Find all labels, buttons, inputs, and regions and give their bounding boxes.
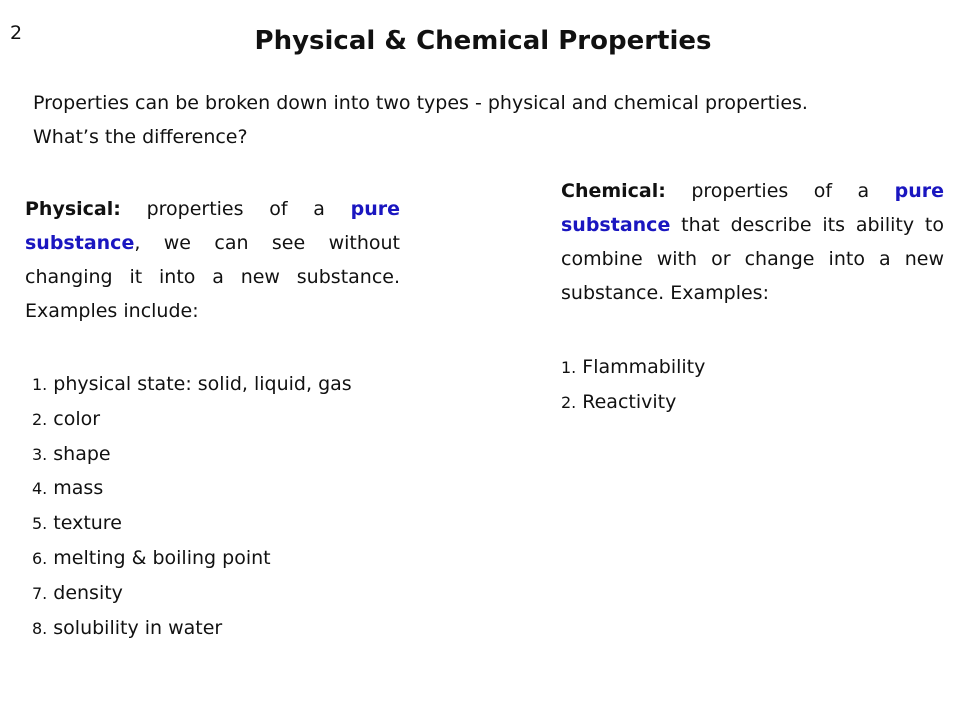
list-number: 2. <box>561 392 577 412</box>
chemical-examples-list <box>561 350 705 420</box>
list-text: melting & boiling point <box>53 546 271 569</box>
physical-term: Physical: <box>25 198 121 220</box>
list-number: 4. <box>32 479 48 499</box>
list-text: mass <box>53 477 104 500</box>
list-item <box>32 471 352 506</box>
list-text: color <box>53 407 101 430</box>
physical-text-before: properties of a <box>120 198 351 220</box>
physical-pure-substance: pure substance <box>25 198 400 254</box>
slide-number: 2 <box>10 22 23 44</box>
list-number: 7. <box>32 583 48 603</box>
list-text: density <box>53 581 123 604</box>
list-number: 5. <box>32 514 48 534</box>
list-item <box>561 385 705 420</box>
physical-text-after: , we can see without changing it into a new substance. Examples include: <box>25 232 400 322</box>
chemical-pure-substance: pure substance <box>561 180 944 236</box>
list-text: Reactivity <box>582 390 677 413</box>
chemical-term: Chemical: <box>561 180 666 202</box>
list-item <box>32 367 352 402</box>
list-item <box>561 350 705 385</box>
list-text: texture <box>53 512 122 535</box>
list-text: physical state: solid, liquid, gas <box>53 373 352 395</box>
list-number: 3. <box>32 444 48 464</box>
intro-line: Properties can be broken down into two types - physical and chemical properties. <box>33 92 808 114</box>
list-text: shape <box>53 442 111 465</box>
list-number: 8. <box>32 618 48 638</box>
list-item <box>32 611 352 646</box>
chemical-text-after: that describe its ability to combine with or change into a new substance. Examples: <box>561 214 944 304</box>
list-number: 1. <box>32 375 48 394</box>
intro-question: What’s the difference? <box>33 126 248 148</box>
physical-examples-list <box>32 367 352 645</box>
list-text: Flammability <box>582 356 706 378</box>
list-item <box>32 437 352 472</box>
list-number: 1. <box>561 358 577 377</box>
list-number: 2. <box>32 409 48 429</box>
chemical-text-before: properties of a <box>665 180 895 202</box>
list-item <box>32 402 352 437</box>
page-title: Physical & Chemical Properties <box>254 26 712 56</box>
list-item <box>32 576 352 611</box>
list-item <box>32 541 352 576</box>
physical-definition <box>25 192 400 328</box>
list-number: 6. <box>32 548 48 568</box>
chemical-definition <box>561 174 944 310</box>
list-text: solubility in water <box>53 616 223 639</box>
intro-paragraph <box>33 86 943 154</box>
list-item <box>32 506 352 541</box>
